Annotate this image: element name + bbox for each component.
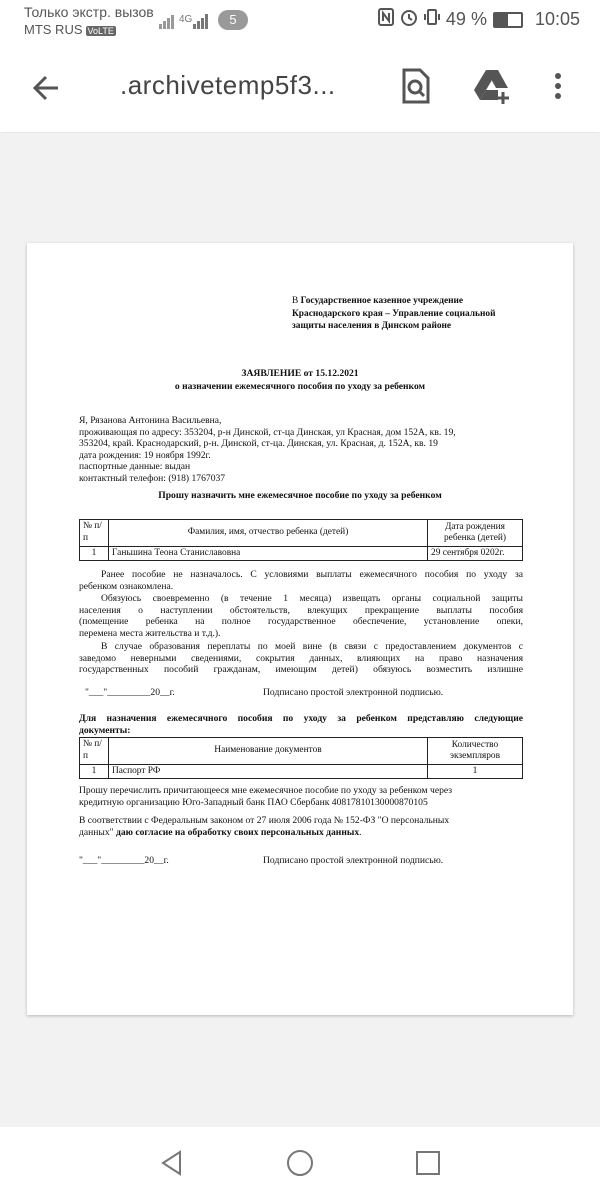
square-recents-icon — [414, 1149, 442, 1177]
clock: 10:05 — [534, 9, 580, 29]
table-header: Фамилия, имя, отчество ребенка (детей) — [109, 520, 428, 547]
signal-icon — [157, 10, 215, 35]
circle-home-icon — [286, 1149, 314, 1177]
signature-note: Подписано простой электронной подписью. — [263, 687, 444, 698]
table-row: 1 Паспорт РФ 1 — [80, 765, 523, 779]
document-title-line1: ЗАЯВЛЕНИЕ от 15.12.2021 — [241, 368, 359, 379]
paragraph-transfer: Прошу перечислить причитающееся мне ежемесячное пособие по уходу за ребенком через кредитную организацию Юго-Западный банк ПАО Сбербанк 40817810130000870105 — [79, 785, 453, 808]
vibrate-icon — [424, 8, 440, 31]
table-header: Наименование документов — [109, 738, 428, 765]
children-table — [79, 519, 523, 561]
save-to-drive-button[interactable] — [472, 66, 512, 106]
volte-badge: VoLTE — [87, 25, 114, 36]
paragraph-consent: В соответствии с Федеральным законом от 27 июля 2006 года № 152-ФЗ "О персональных данных" даю согласие на обработку своих персональных данных. — [79, 815, 450, 838]
nav-recents-button[interactable] — [414, 1149, 442, 1177]
battery-icon — [493, 12, 523, 28]
document-title: .archivetemp5f3... — [120, 70, 336, 100]
nfc-icon — [378, 8, 394, 31]
emergency-calls-only: Только экстр. вызов — [24, 4, 154, 20]
table-header: № п/п — [80, 520, 109, 547]
nav-back-button[interactable] — [158, 1149, 186, 1177]
status-right — [378, 8, 580, 31]
request-heading: Прошу назначить мне ежемесячное пособие по уходу за ребенком — [158, 490, 442, 501]
paragraph-no-previous-benefit: Ранее пособие не назначалось. С условиями выплаты ежемесячного пособия по уходу за ребенком ознакомлена. — [79, 569, 523, 592]
system-nav-bar — [0, 1127, 600, 1199]
table-header: Дата рождения ребенка (детей) — [428, 520, 523, 547]
triangle-back-icon — [158, 1149, 186, 1177]
arrow-left-icon — [28, 70, 64, 106]
back-button[interactable] — [28, 70, 64, 106]
find-in-document-button[interactable] — [396, 66, 436, 106]
document-page — [27, 243, 573, 1015]
document-viewer[interactable] — [0, 133, 600, 1127]
table-header: Количество экземпляров — [428, 738, 523, 765]
date-placeholder: "___"_________20__г. — [79, 855, 169, 866]
addressee-block: В Государственное казенное учреждение Краснодарского края – Управление социальной защиты населения в Динском районе — [292, 296, 496, 332]
table-row: 1 Ганьшина Теона Станиславовна 29 сентября 0202г. — [80, 547, 523, 561]
paragraph-overpayment: В случае образования переплаты по моей вине (в связи с предоставлением документов с заведомо неверными сведениями, сокрытия данных, влияющих на право назначения государственных пособий гражданам, имеющим детей) обязуюсь возместить излишне — [79, 641, 523, 676]
alarm-icon — [400, 8, 418, 31]
network-type: 4G — [179, 14, 193, 25]
carrier-name: MTS RUS VoLTE — [24, 22, 114, 37]
documents-heading: Для назначения ежемесячного пособия по уходу за ребенком представляю следующие документы: — [79, 713, 523, 736]
date-placeholder: "___"_________20__г. — [85, 687, 175, 698]
documents-table — [79, 737, 523, 779]
status-bar — [0, 0, 600, 40]
paragraph-obligation: Обязуюсь своевременно (в течение 1 месяца) извещать органы социальной защиты населения о наступлении обстоятельств, влекущих прекращение выплаты пособия (помещение ребенка на полное государственное обеспечение, установление опеки, перемена места жительства и т.д.). — [79, 593, 523, 639]
document-title-line2: о назначении ежемесячного пособия по уходу за ребенком — [174, 381, 426, 392]
table-header: № п/п — [80, 738, 109, 765]
app-bar — [0, 40, 600, 132]
battery-level-fill — [495, 14, 508, 26]
more-options-button[interactable] — [546, 66, 570, 106]
battery-percent: 49 % — [445, 9, 487, 29]
document-search-icon — [396, 66, 436, 106]
drive-add-icon — [472, 66, 512, 106]
more-vert-icon — [546, 66, 570, 106]
applicant-block: Я, Рязанова Антонина Васильевна, проживающая по адресу: 353204, р-н Динской, ст-ца Динская, ул Красная, дом 152А, кв. 19, 353204, край. Краснодарский, р-н. Динской, ст-ца. Динская, ул. Красная, д. 152А, кв. 19 дата рождения: 19 ноября 1992г. паспортные данные: выдан контактный телефон: (918) 1767037 — [79, 415, 456, 484]
nav-home-button[interactable] — [286, 1149, 314, 1177]
notification-count-badge: 5 — [218, 10, 248, 30]
signature-note: Подписано простой электронной подписью. — [263, 855, 444, 866]
